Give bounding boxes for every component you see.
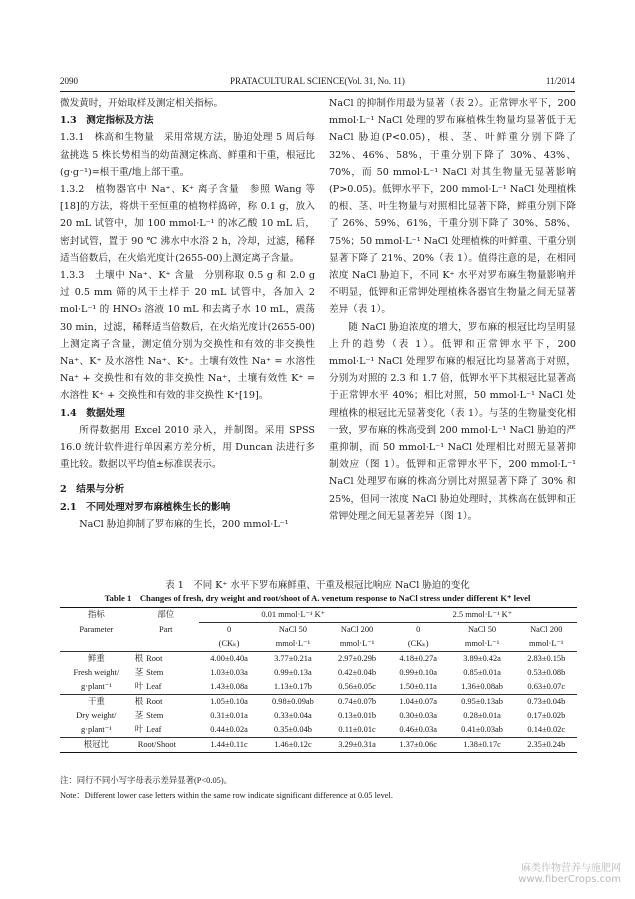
left-spacer (60, 473, 315, 481)
row-part-en: Leaf (146, 725, 162, 734)
watermark (518, 859, 621, 885)
row-part-cn: 茎 (134, 711, 144, 720)
header-unit: mmol·L⁻¹ (464, 639, 500, 648)
header-nacl200: NaCl 200 (340, 625, 374, 634)
right-paragraph: 随 NaCl 胁迫浓度的增大，罗布麻的根冠比均呈明显上升的趋势（表 1）。低钾和正常钾水平下，200 mmol·L⁻¹ NaCl 处理罗布麻的根冠比均显著高于对照，分别为对照的 2.3 和 1.7 倍，低钾水平下其根冠比显著高于正常钾水平 40%；相比对照，50 mmol·L⁻¹ NaCl 处理植株的根冠比无显著变化（表 1）。与茎的生物量变化相一致，罗布麻的株高受到 200 mmol·L⁻¹ NaCl 胁迫的严重抑制，而 50 mmol·L⁻¹ NaCl 处理相比对照无显著抑制效应（图 1）。低钾和正常钾水平下，200 mmol·L⁻¹ NaCl 处理罗布麻的株高分别比对照显著下降了 30% 和 25%，但同一浓度 NaCl 胁迫处理时，其株高在低钾和正常钾处理之间无显著差异（图 1）。 (329, 321, 576, 522)
header-parameter: Parameter (79, 624, 114, 634)
row-part-en: Root (146, 697, 163, 706)
table-cell: 0.99±0.10a (399, 668, 438, 677)
table-notes (60, 773, 577, 803)
header-ck-sub: (CKₖ) (407, 639, 429, 648)
row-parameter: Dry weight/ (76, 711, 117, 720)
running-header (60, 76, 575, 90)
table-cell: 0.85±0.01a (463, 668, 501, 677)
left-column (60, 95, 315, 533)
table-cell: 1.44±0.11c (199, 738, 260, 753)
table-cell: 1.03±0.03a (210, 668, 248, 677)
table-cell: 2.83±0.15b (515, 652, 577, 667)
right-paragraph: NaCl 的抑制作用最为显著（表 2）。正常钾水平下，200 mmol·L⁻¹ NaCl 处理的罗布麻植株生物量均显著低于无 NaCl 胁迫(P<0.05)，根、茎、叶鲜重分别下降了 32%、46%、58%，干重分别下降了 30%、43%、70%，而 50 mmol·L⁻¹ NaCl 对其生物量无显著影响(P>0.05)。低钾水平下，200 mmol·L⁻¹ NaCl 处理植株的根、茎、叶生物量与对照相比显著下降，鲜重分别下降了 26%、59%、61%，干重分别下降了 30%、58%、75%；50 mmol·L⁻¹ NaCl 处理植株的叶鲜重、干重分别显著下降了 21%、20%（表 1）。值得注意的是，在相同浓度 NaCl 胁迫下，不同 K⁺ 水平对罗布麻生物量影响并不明显，低钾和正常钾处理植株各器官生物量之间无显著差异（表 1）。 (329, 98, 576, 316)
table-cell: 0.33±0.04a (274, 711, 312, 720)
row-part-cn: 叶 (134, 725, 144, 734)
row-part-en: Stem (146, 668, 164, 677)
table-cell: 0.28±0.01a (463, 711, 501, 720)
left-paragraph: 1.3.2 植物器官中 Na⁺、K⁺ 离子含量 参照 Wang 等[18]的方法，将烘干至恒重的植物样捣碎，称 0.1 g，放入 20 mL 试管中，加 100 mmol·L⁻¹ 的冰乙酸 10 mL 后，密封试管，置于 90 ℃ 沸水中水浴 2 h，冷却，过滤，稀释适当倍数后，在火焰光度计(2655-00)上测定离子含量。 (60, 184, 315, 264)
header-nacl200: NaCl 200 (530, 625, 563, 634)
left-heading: 2.1 不同处理对罗布麻植株生长的影响 (60, 501, 231, 513)
header-nacl50: NaCl 50 (467, 625, 497, 634)
row-parameter: g·plant⁻¹ (81, 682, 112, 691)
row-part-en: Root/Shoot (137, 740, 176, 749)
table-cell: 3.77±0.21a (259, 652, 326, 667)
header-unit: mmol·L⁻¹ (275, 639, 311, 648)
left-heading: 1.4 数据处理 (60, 407, 125, 419)
table-cell: 0.14±0.02c (527, 725, 566, 734)
table-cell: 1.13±0.17b (273, 682, 312, 691)
left-paragraph: 微发黄时，开始取样及测定相关指标。 (60, 98, 224, 109)
header-rule (60, 91, 575, 92)
table-row (60, 695, 577, 710)
table-row (60, 652, 577, 667)
watermark-url: www.fiberCrops.com (518, 874, 621, 885)
note-cn: 注：同行不同小写字母表示差异显著(P<0.05)。 (60, 776, 232, 785)
row-part-cn: 茎 (134, 668, 144, 677)
header-index: 指标 (60, 608, 133, 623)
table-row (60, 666, 577, 680)
table-cell: 0.30±0.03a (399, 711, 438, 720)
table-cell: 0.11±0.01c (338, 725, 376, 734)
table-row (60, 723, 577, 738)
row-parameter: g·plant⁻¹ (81, 725, 112, 734)
watermark-cn: 麻类作物营养与施肥网 (521, 863, 621, 874)
table-cell: 0.46±0.03a (399, 725, 438, 734)
right-column (329, 95, 576, 525)
table-cell: 1.43±0.08a (210, 682, 248, 691)
left-heading: 1.3 测定指标及方法 (60, 115, 154, 127)
table-cell: 0.31±0.01a (210, 711, 248, 720)
row-parameter: 干重 (60, 695, 133, 710)
header-nacl50: NaCl 50 (278, 625, 307, 634)
table-cell: 2.35±0.24b (515, 738, 577, 753)
table-cell: 1.37±0.06c (388, 738, 449, 753)
table-cell: 0.74±0.07b (326, 695, 387, 710)
table-cell: 4.18±0.27a (388, 652, 449, 667)
header-ck-sub: (CKₖ) (218, 639, 240, 648)
header-ck: 0 (226, 625, 232, 634)
row-parameter: 根冠比 (60, 738, 133, 753)
table-cell: 3.29±0.31a (326, 738, 387, 753)
table-cell: 0.95±0.13ab (449, 695, 516, 710)
table-cell: 0.98±0.09ab (259, 695, 326, 710)
journal-title: PRATACULTURAL SCIENCE(Vol. 31, No. 11) (230, 76, 405, 86)
table-cell: 0.41±0.03ab (461, 725, 503, 734)
table-cell: 1.50±0.11a (399, 682, 437, 691)
table-cell: 1.05±0.10a (199, 695, 260, 710)
table-cell: 1.46±0.12c (259, 738, 326, 753)
table-cell: 1.38±0.17c (449, 738, 516, 753)
table-cell: 0.56±0.05c (338, 682, 376, 691)
left-heading: 2 结果与分析 (60, 484, 125, 496)
table-cell: 4.00±0.40a (199, 652, 260, 667)
left-paragraph: 所得数据用 Excel 2010 录入，并制图。采用 SPSS 16.0 统计软件进行单因素方差分析，用 Duncan 法进行多重比较。数据以平均值±标准误表示。 (60, 424, 315, 471)
left-paragraph: NaCl 胁迫抑制了罗布麻的生长，200 mmol·L⁻¹ (79, 518, 289, 530)
header-ck: 0 (416, 625, 421, 634)
page-number: 2090 (60, 76, 78, 86)
header-unit: mmol·L⁻¹ (529, 639, 564, 648)
issue-date: 11/2014 (545, 76, 575, 86)
table-cell: 2.97±0.29b (326, 652, 387, 667)
table-cell: 0.13±0.01b (338, 711, 377, 720)
row-parameter: Fresh weight/ (73, 668, 120, 677)
table-cell: 0.35±0.04b (273, 725, 312, 734)
row-part-cn: 根 (134, 697, 144, 706)
row-part-en: Stem (146, 711, 164, 720)
table-caption-en: Table 1 Changes of fresh, dry weight and root/shoot of A. venetum response to NaCl stress under different K⁺ level (104, 593, 531, 603)
row-part-en: Root (146, 654, 163, 663)
row-part-cn: 叶 (134, 682, 144, 691)
table-cell: 0.44±0.02a (210, 725, 248, 734)
table-cell: 0.99±0.13a (274, 668, 312, 677)
table-cell: 0.63±0.07c (527, 682, 566, 691)
left-paragraph: 1.3.1 株高和生物量 采用常规方法，胁迫处理 5 周后每盆挑选 5 株长势相当的幼苗测定株高、鲜重和干重，根冠比(g·g⁻¹)=根干重/地上部干重。 (60, 132, 315, 178)
header-unit: mmol·L⁻¹ (339, 639, 375, 648)
table-cell: 0.53±0.08b (527, 668, 566, 677)
row-parameter: 鲜重 (60, 652, 133, 667)
note-en: Note：Different lower case letters within the same row indicate significant difference at 0.05 level. (60, 791, 393, 800)
table-cell: 3.89±0.42a (449, 652, 516, 667)
header-part-en: Part (158, 624, 173, 634)
table-cell: 1.36±0.08ab (461, 682, 503, 691)
data-table (60, 607, 577, 753)
table-row (60, 738, 577, 753)
table-row (60, 709, 577, 723)
header-part-cn: 部位 (133, 608, 199, 623)
table-cell: 0.42±0.04b (338, 668, 377, 677)
row-part-cn: 根 (134, 654, 144, 663)
left-paragraph: 1.3.3 土壤中 Na⁺、K⁺ 含量 分别称取 0.5 g 和 2.0 g 过 0.5 mm 筛的风干土样于 20 mL 试管中，各加入 2 mol·L⁻¹ 的 HNO₃ 溶液 10 mL 和去离子水 10 mL，震荡 30 min，过滤，稀释适当倍数后，在火焰光度计(2655-00)上测定离子含量，测定值分别为交换性和有效的非交换性 Na⁺、K⁺ 及水溶性 Na⁺、K⁺。土壤有效性 Na⁺ = 水溶性 Na⁺ + 交换性和有效的非交换性 Na⁺，土壤有效性 K⁺ = 水溶性 K⁺ + 交换性和有效的非交换性 K⁺[19]。 (60, 270, 315, 402)
header-normal-k: 2.5 mmol·L⁻¹ K⁺ (388, 608, 577, 623)
row-part-en: Leaf (146, 682, 162, 691)
table-row (60, 680, 577, 695)
table-cell: 0.73±0.04b (515, 695, 577, 710)
table-caption-cn: 表 1 不同 K⁺ 水平下罗布麻鲜重、干重及根冠比响应 NaCl 胁迫的变化 (165, 580, 470, 591)
table-cell: 1.04±0.07a (388, 695, 449, 710)
table-cell: 0.17±0.02b (527, 711, 566, 720)
header-low-k: 0.01 mmol·L⁻¹ K⁺ (199, 608, 388, 623)
